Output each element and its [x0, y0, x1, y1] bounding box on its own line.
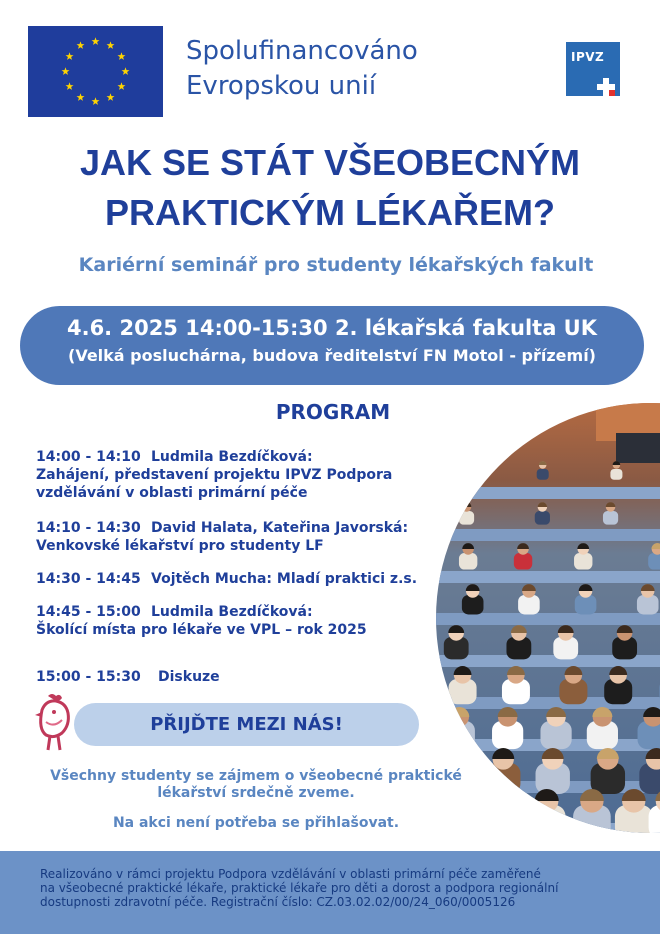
program-speaker: Diskuze: [158, 669, 220, 685]
program-speaker: Vojtěch Mucha: Mladí praktici z.s.: [151, 571, 418, 587]
program-topic: Zahájení, představení projektu IPVZ Podpora: [36, 467, 393, 483]
ipvz-cross-icon: [566, 42, 620, 96]
footer-line2: na všeobecné praktické lékaře, praktické lékaře pro děti a dorost a podpora regionální: [40, 881, 559, 895]
program-speaker: Ludmila Bezdíčková:: [151, 604, 313, 620]
program-item: [36, 519, 408, 555]
program-speaker: Ludmila Bezdíčková:: [151, 449, 313, 465]
page-title: [0, 138, 660, 238]
program-time: 14:10 - 14:30: [36, 520, 141, 536]
title-line1: JAK SE STÁT VŠEOBECNÝM: [79, 142, 581, 183]
event-date-place: 4.6. 2025 14:00-15:30 2. lékařská fakulta UK: [66, 316, 597, 340]
eu-flag-icon: [28, 26, 163, 117]
event-info-banner: [20, 306, 644, 385]
invitation-text: [38, 768, 474, 802]
event-location-detail: (Velká posluchárna, budova ředitelství FN Motol - přízemí): [68, 346, 596, 365]
program-topic: Venkovské lékařství pro studenty LF: [36, 538, 324, 554]
ipvz-logo-text: IPVZ: [571, 50, 605, 64]
footer-text: [40, 867, 620, 909]
rooster-icon: [34, 692, 74, 756]
subtitle: Kariérní seminář pro studenty lékařských fakult: [78, 254, 594, 276]
program-time: 14:45 - 15:00: [36, 604, 141, 620]
program-heading: PROGRAM: [275, 400, 391, 424]
program-item: [36, 603, 367, 639]
program-item: [36, 570, 417, 588]
program-topic: Školící místa pro lékaře ve VPL – rok 2025: [36, 622, 367, 638]
eu-text-line1: Spolufinancováno: [186, 36, 418, 66]
program-item: [36, 668, 220, 686]
invitation-line1: Všechny studenty se zájmem o všeobecné praktické: [50, 768, 462, 784]
footer-line3: dostupnosti zdravotní péče. Registrační číslo: CZ.03.02.02/00/24_060/0005126: [40, 895, 516, 909]
footer: [0, 851, 660, 934]
join-us-banner: PŘIJĎTE MEZI NÁS!: [74, 703, 419, 746]
eu-text-line2: Evropskou unií: [186, 71, 377, 101]
footer-line1: Realizováno v rámci projektu Podpora vzdělávání v oblasti primární péče zaměřené: [40, 867, 541, 881]
program-topic-cont: vzdělávání v oblasti primární péče: [36, 485, 308, 501]
program-time: 14:00 - 14:10: [36, 449, 141, 465]
program-item: [36, 448, 392, 502]
invitation-line2: lékařství srdečně zveme.: [157, 785, 355, 801]
no-registration-note: Na akci není potřeba se přihlašovat.: [112, 815, 400, 831]
program-time: 14:30 - 14:45: [36, 571, 141, 587]
ipvz-logo: [566, 42, 620, 96]
program-time: 15:00 - 15:30: [36, 669, 141, 685]
program-speaker: David Halata, Kateřina Javorská:: [151, 520, 409, 536]
title-line2: PRAKTICKÝM LÉKAŘEM?: [105, 192, 555, 233]
eu-cofunding-text: [186, 34, 418, 104]
